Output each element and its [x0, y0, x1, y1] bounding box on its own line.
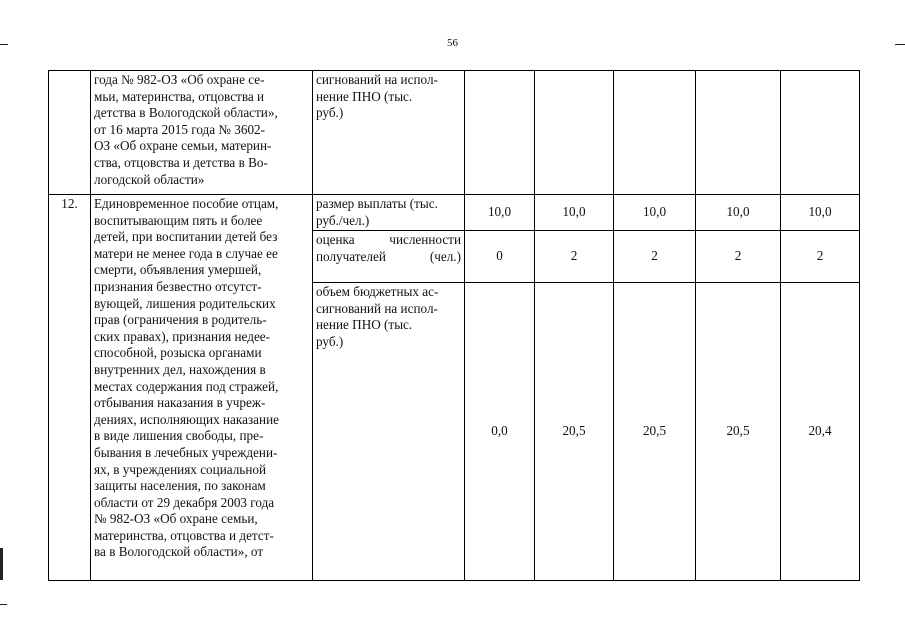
value-cell-1: 0,0: [465, 283, 535, 581]
left-edge-mark-bottom: [0, 604, 7, 605]
value-cell-5: 2: [781, 231, 860, 283]
value-cell-3: 2: [614, 231, 696, 283]
table-row-12-payment: [49, 195, 860, 231]
table-row-continuation: [49, 71, 860, 195]
budget-table: [48, 70, 860, 581]
row-number-cell: [49, 71, 91, 195]
value-cell-2: 10,0: [535, 195, 614, 231]
value-cell-1: 10,0: [465, 195, 535, 231]
value-cell-5: [781, 71, 860, 195]
value-cell-3: [614, 71, 696, 195]
indicator-cell-recipients: оценка численности получателей (чел.): [313, 231, 465, 283]
description-cell: года № 982-ОЗ «Об охране се- мьи, материнства, отцовства и детства в Вологодской области», от 16 марта 2015 года № 3602- ОЗ «Об охране семьи, материн- ства, отцовства и детства в Во- логодской области»: [91, 71, 313, 195]
left-edge-mark: [0, 44, 8, 45]
page-number: 56: [447, 37, 458, 49]
value-cell-4: 10,0: [696, 195, 781, 231]
value-cell-3: 20,5: [614, 283, 696, 581]
binding-mark: [0, 548, 3, 580]
indicator-cell-budget: объем бюджетных ас- сигнований на испол- нение ПНО (тыс. руб.): [313, 283, 465, 581]
value-cell-4: 2: [696, 231, 781, 283]
value-cell-4: [696, 71, 781, 195]
row-number-cell: 12.: [49, 195, 91, 581]
value-cell-1: [465, 71, 535, 195]
value-cell-3: 10,0: [614, 195, 696, 231]
value-cell-2: [535, 71, 614, 195]
value-cell-2: 20,5: [535, 283, 614, 581]
indicator-cell: сигнований на испол- нение ПНО (тыс. руб.): [313, 71, 465, 195]
indicator-cell-payment: размер выплаты (тыс. руб./чел.): [313, 195, 465, 231]
description-cell: Единовременное пособие отцам, воспитывающим пять и более детей, при воспитании детей без матери не менее года в случае ее смерти, объявления умершей, признания безвестно отсутст- вующей, лишения родительских прав (ограничения в родитель- ских правах), признания недее- способной, розыска органами внутренних дел, нахождения в местах содержания под стражей, отбывания наказания в учреж- дениях, исполняющих наказание в виде лишения свободы, пре- бывания в лечебных учреждени- ях, в учреждениях социальной защиты населения, по законам области от 29 декабря 2003 года № 982-ОЗ «Об охране семьи, материнства, отцовства и детст- ва в Вологодской области», от: [91, 195, 313, 581]
value-cell-5: 20,4: [781, 283, 860, 581]
value-cell-4: 20,5: [696, 283, 781, 581]
value-cell-1: 0: [465, 231, 535, 283]
value-cell-2: 2: [535, 231, 614, 283]
value-cell-5: 10,0: [781, 195, 860, 231]
right-edge-mark: [895, 44, 905, 45]
